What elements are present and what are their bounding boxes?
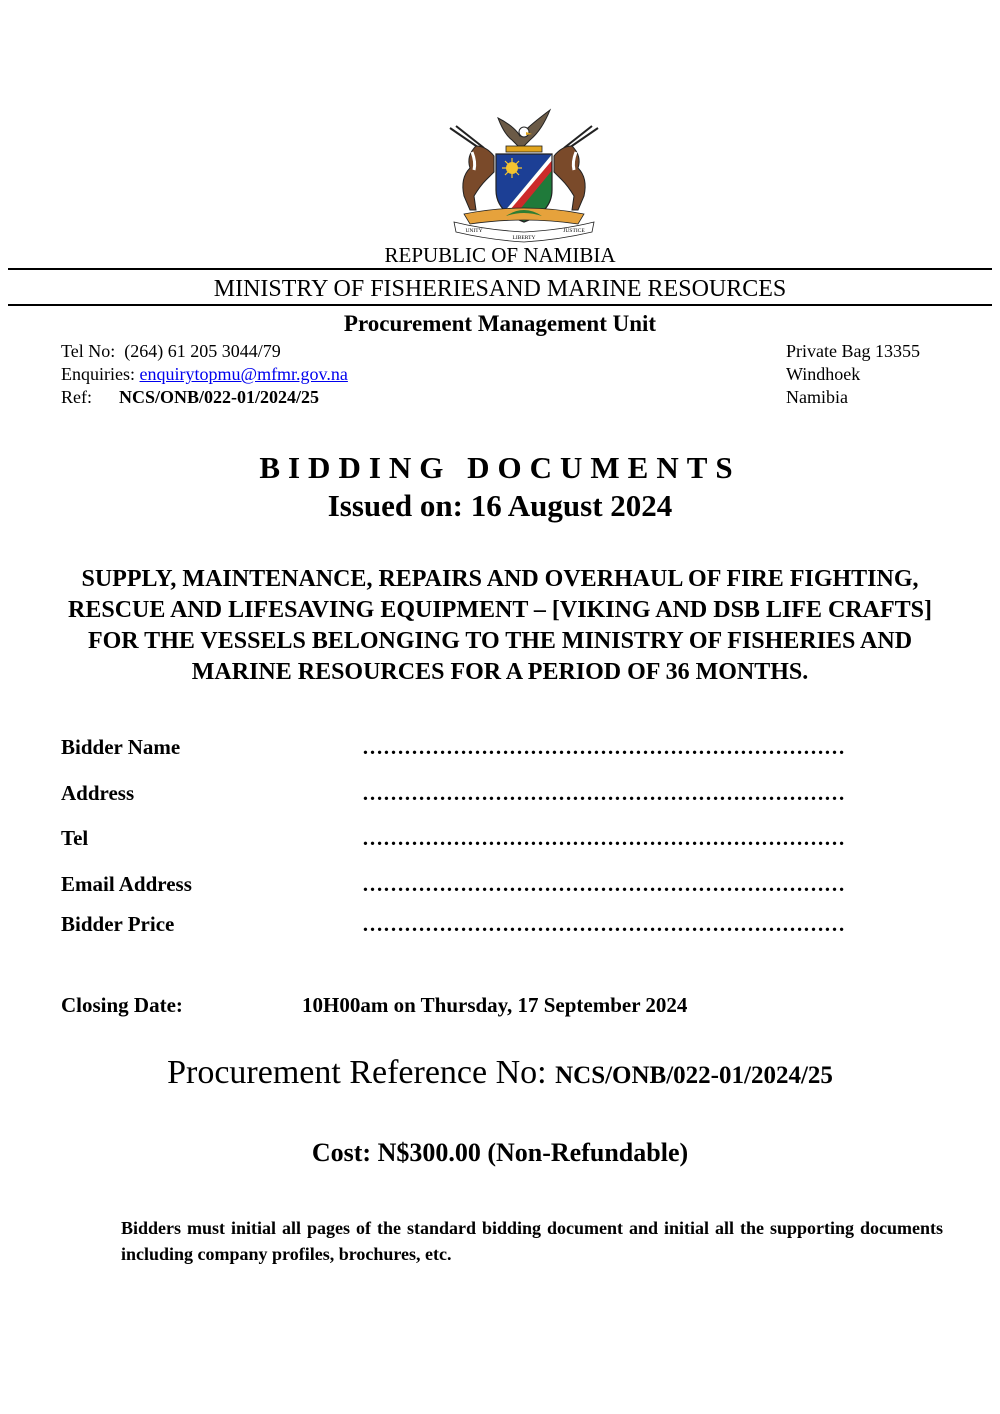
enquiries-email-link[interactable]: enquirytopmu@mfmr.gov.na [139, 364, 348, 384]
motto-banner [454, 222, 594, 242]
tel-field[interactable]: …………………………………………………………… [362, 826, 845, 850]
document-cost: Cost: N$300.00 (Non-Refundable) [311, 1138, 689, 1167]
tender-description: SUPPLY, MAINTENANCE, REPAIRS AND OVERHAUL OF FIRE FIGHTING, RESCUE AND LIFESAVING EQUIPMENT – [VIKING AND DSB LIFE CRAFTS] FOR THE VESSELS BELONGING TO THE MINISTRY OF FISHERIES AND MARINE RESOURCES FOR A PERIOD OF 36 MONTHS. [68, 566, 932, 685]
document-title: BIDDING DOCUMENTS [259, 450, 741, 485]
eagle-icon [498, 110, 550, 152]
bidder-name-field[interactable]: …………………………………………………………… [362, 735, 845, 759]
oryx-left-icon [450, 126, 494, 210]
oryx-right-icon [554, 126, 598, 210]
address-line-1: Private Bag 13355 [786, 341, 920, 361]
tel-field-label: Tel [61, 826, 89, 850]
motto-liberty: LIBERTY [512, 235, 536, 241]
divider-top [8, 268, 992, 270]
procurement-reference-label: Procurement Reference No: [167, 1054, 547, 1091]
address-label: Address [61, 781, 135, 805]
closing-date-label: Closing Date: [61, 993, 183, 1017]
bidder-name-label: Bidder Name [61, 735, 181, 759]
enquiries-label: Enquiries: [61, 364, 135, 384]
address-line-2: Windhoek [786, 364, 861, 384]
procurement-reference [0, 1053, 1000, 1096]
email-address-field[interactable]: …………………………………………………………… [362, 872, 845, 896]
email-address-label: Email Address [61, 872, 192, 896]
motto-justice: JUSTICE [563, 228, 585, 234]
procurement-reference-number: NCS/ONB/022-01/2024/25 [555, 1062, 833, 1089]
tel-value: (264) 61 205 3044/79 [124, 341, 281, 361]
unit-name: Procurement Management Unit [343, 311, 657, 336]
issued-date: Issued on: 16 August 2024 [327, 488, 673, 523]
closing-date-value: 10H00am on Thursday, 17 September 2024 [302, 993, 688, 1017]
ref-label: Ref: [61, 387, 92, 407]
contact-tel [61, 340, 281, 362]
address-field[interactable]: …………………………………………………………… [362, 781, 845, 805]
bidder-price-label: Bidder Price [61, 912, 175, 936]
contact-enquiries [61, 363, 348, 385]
bidder-price-field[interactable]: …………………………………………………………… [362, 912, 845, 936]
coat-of-arms-logo [446, 106, 602, 246]
initial-pages-note: Bidders must initial all pages of the standard bidding document and initial all the supporting documents including company profiles, brochures, etc. [121, 1218, 943, 1264]
motto-unity: UNITY [465, 228, 483, 234]
ref-value: NCS/ONB/022-01/2024/25 [119, 387, 320, 407]
country-name: REPUBLIC OF NAMIBIA [384, 243, 616, 267]
contact-ref [61, 386, 319, 408]
tel-label: Tel No: [61, 341, 116, 361]
ministry-name: MINISTRY OF FISHERIESAND MARINE RESOURCES [213, 276, 787, 302]
address-line-3: Namibia [786, 387, 848, 407]
divider-bottom [8, 304, 992, 306]
